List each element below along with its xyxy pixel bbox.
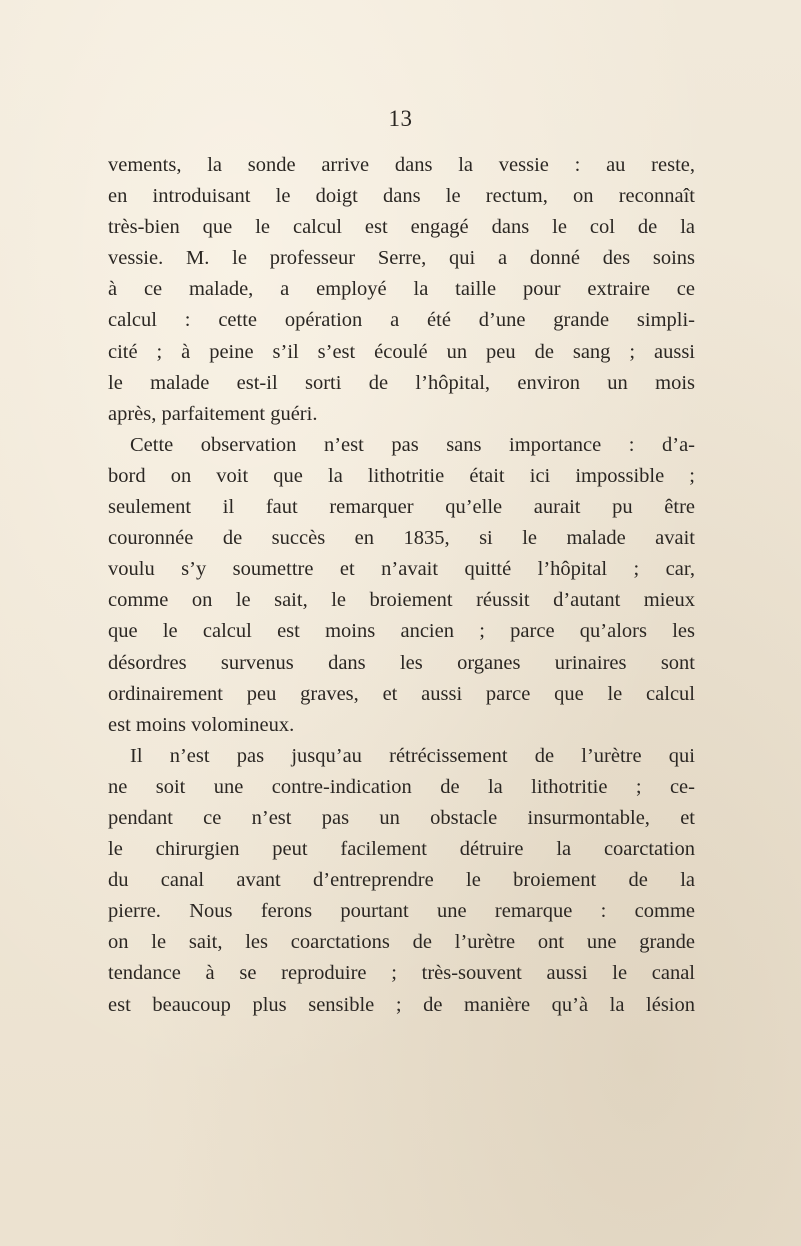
text-line: pierre. Nous ferons pourtant une remarque : comme [108, 900, 695, 923]
text-line: vessie. M. le professeur Serre, qui a donné des soins [108, 247, 695, 270]
text-line: en introduisant le doigt dans le rectum, on reconnaît [108, 185, 695, 208]
text-line: Il n’est pas jusqu’au rétrécissement de l’urètre qui [130, 744, 695, 767]
text-line: que le calcul est moins ancien ; parce qu’alors les [108, 620, 695, 643]
text-line: bord on voit que la lithotritie était ici impossible ; [108, 464, 695, 487]
body-text [108, 150, 695, 1021]
text-line: tendance à se reproduire ; très-souvent aussi le canal [108, 962, 695, 985]
text-line: voulu s’y soumettre et n’avait quitté l’hôpital ; car, [108, 558, 695, 581]
text-line: est beaucoup plus sensible ; de manière qu’à la lésion [108, 993, 695, 1016]
text-line: seulement il faut remarquer qu’elle aurait pu être [108, 496, 695, 519]
text-line: ne soit une contre-indication de la lithotritie ; ce- [108, 775, 695, 798]
text-line: Cette observation n’est pas sans importance : d’a- [130, 433, 695, 456]
text-line: cité ; à peine s’il s’est écoulé un peu de sang ; aussi [108, 340, 695, 363]
text-line: ordinairement peu graves, et aussi parce que le calcul [108, 682, 695, 705]
text-line: est moins volomineux. [108, 713, 295, 736]
text-line: désordres survenus dans les organes urinaires sont [108, 651, 695, 674]
text-line: à ce malade, a employé la taille pour extraire ce [108, 278, 695, 301]
text-line: du canal avant d’entreprendre le broiement de la [108, 869, 695, 892]
text-line: le chirurgien peut facilement détruire la coarctation [108, 838, 695, 861]
text-line: le malade est-il sorti de l’hôpital, environ un mois [108, 371, 695, 394]
page-number: 13 [388, 106, 413, 131]
text-line: comme on le sait, le broiement réussit d’autant mieux [108, 589, 695, 612]
text-line: couronnée de succès en 1835, si le malade avait [108, 527, 695, 550]
text-line: très-bien que le calcul est engagé dans le col de la [108, 216, 695, 239]
text-line: pendant ce n’est pas un obstacle insurmontable, et [108, 806, 695, 829]
text-line: calcul : cette opération a été d’une grande simpli- [108, 309, 695, 332]
text-line: vements, la sonde arrive dans la vessie : au reste, [108, 154, 695, 176]
text-line: après, parfaitement guéri. [108, 402, 318, 425]
text-line: on le sait, les coarctations de l’urètre ont une grande [108, 931, 695, 954]
